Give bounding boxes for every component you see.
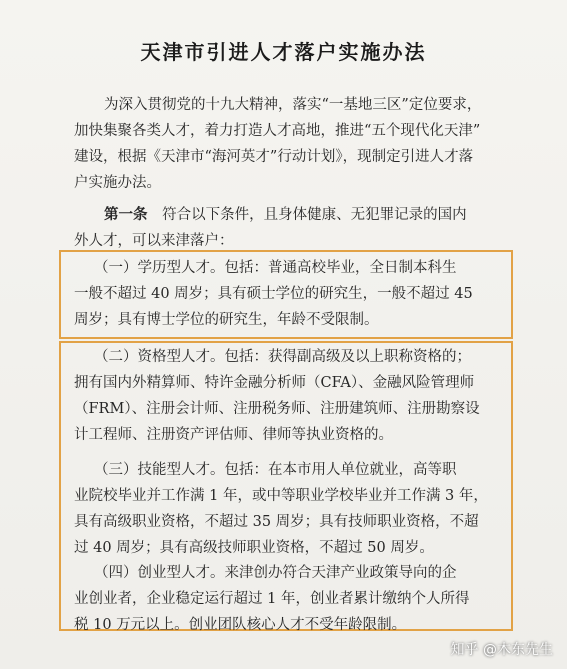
article-1-line-2: 外人才，可以来津落户： — [74, 233, 234, 249]
item-1-line-2: 一般不超过 40 周岁；具有硕士学位的研究生，一般不超过 45 — [74, 286, 473, 302]
item-4-line-2: 业创业者，企业稳定运行超过 1 年，创业者累计缴纳个人所得 — [74, 591, 470, 607]
intro-line-4: 户实施办法。 — [74, 175, 161, 191]
item-3-line-2: 业院校毕业并工作满 1 年，或中等职业学校毕业并工作满 3 年， — [74, 488, 488, 504]
item-2-line-2: 拥有国内外精算师、特许金融分析师（CFA）、金融风险管理师 — [74, 375, 475, 391]
item-1-line-3: 周岁；具有博士学位的研究生，年龄不受限制。 — [74, 312, 379, 328]
item-1-line-1: （一）学历型人才。包括：普通高校毕业，全日制本科生 — [94, 260, 457, 276]
item-2-line-1: （二）资格型人才。包括：获得副高级及以上职称资格的； — [94, 349, 471, 365]
item-3-line-4: 过 40 周岁；具有高级技师职业资格，不超过 50 周岁。 — [74, 540, 434, 556]
article-1-text: 符合以下条件，且身体健康、无犯罪记录的国内 — [162, 207, 467, 223]
intro-line-2: 加快集聚各类人才，着力打造人才高地，推进“五个现代化天津” — [74, 123, 481, 139]
document-title: 天津市引进人才落户实施办法 — [140, 40, 427, 64]
intro-line-3: 建设，根据《天津市“海河英才”行动计划》，现制定引进人才落 — [74, 149, 474, 165]
item-2-line-4: 计工程师、注册资产评估师、律师等执业资格的。 — [74, 427, 393, 443]
item-2-line-3: （FRM）、注册会计师、注册税务师、注册建筑师、注册勘察设 — [74, 401, 480, 417]
item-3-line-1: （三）技能型人才。包括：在本市用人单位就业，高等职 — [94, 462, 457, 478]
article-1-line-1 — [104, 205, 467, 225]
watermark: 知乎 @木东先生 — [450, 642, 553, 658]
item-3-line-3: 具有高级职业资格，不超过 35 周岁；具有技师职业资格，不超 — [74, 514, 479, 530]
item-4-line-3: 税 10 万元以上。创业团队核心人才不受年龄限制。 — [74, 617, 407, 633]
item-4-line-1: （四）创业型人才。来津创办符合天津产业政策导向的企 — [94, 565, 457, 581]
article-1-label: 第一条 — [104, 206, 148, 223]
intro-line-1: 为深入贯彻党的十九大精神，落实“一基地三区”定位要求， — [104, 97, 482, 113]
